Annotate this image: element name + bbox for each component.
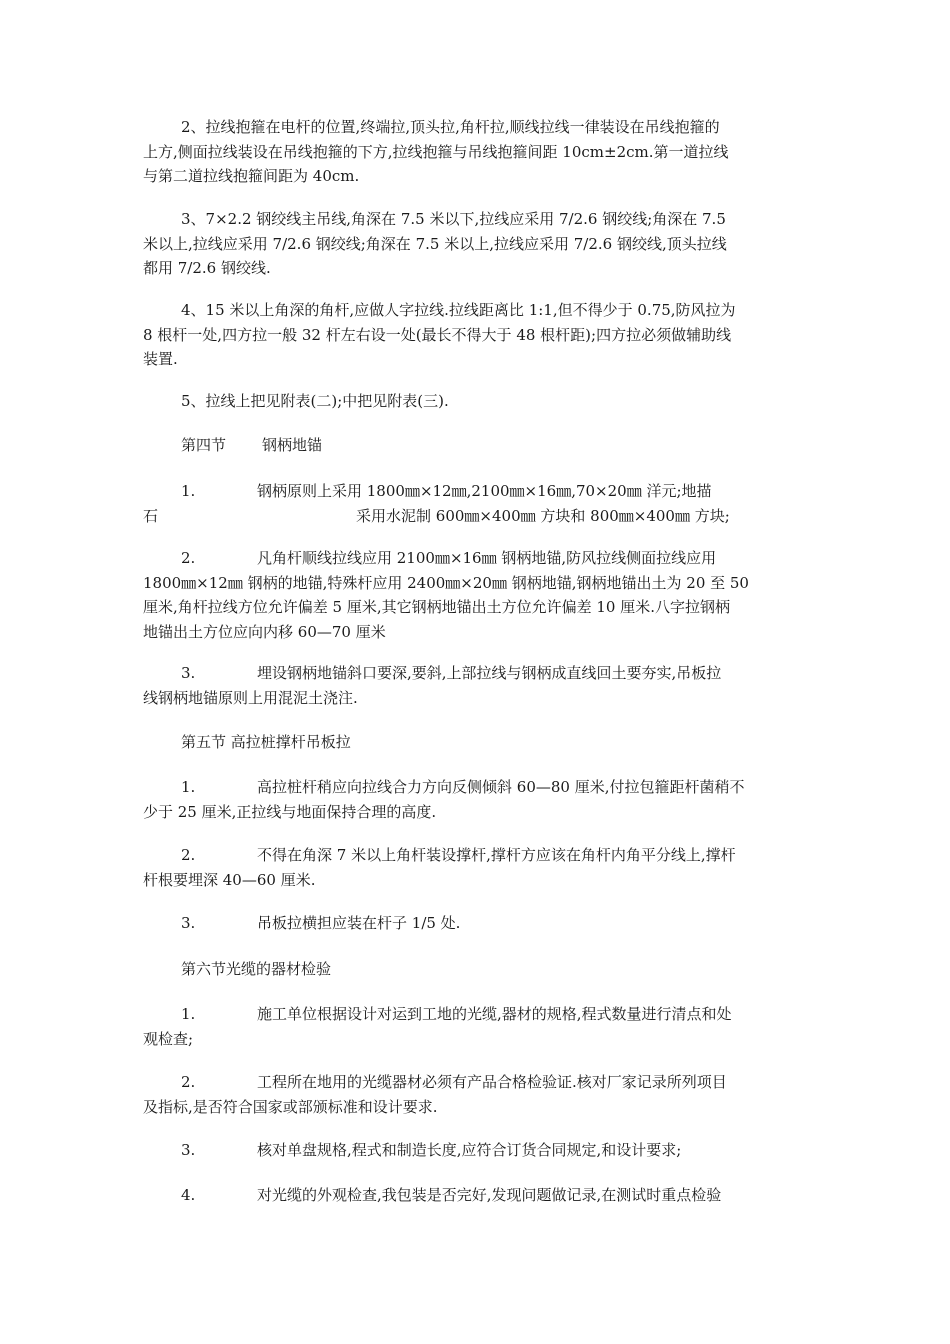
section-5-item-3	[143, 911, 808, 936]
paragraph-4	[143, 298, 808, 372]
text-line: 与第二道拉线抱箍间距为 40cm.	[143, 167, 360, 185]
text-line: 8 根杆一处,四方拉一般 32 杆左右设一处(最长不得大于 48 根杆距);四方拉必须做辅助线	[143, 325, 732, 344]
section-4-item-3	[143, 661, 808, 710]
item-number: 2.	[181, 846, 196, 864]
text-line: 1800㎜×12㎜ 钢柄的地锚,特殊杆应用 2400㎜×20㎜ 钢柄地锚,钢柄地锚出土为 20 至 50	[143, 573, 749, 592]
text-line: 工程所在地用的光缆器材必须有产品合格检验证.核对厂家记录所列项目	[257, 1073, 727, 1091]
text-line: 采用水泥制 600㎜×400㎜ 方块和 800㎜×400㎜ 方块;	[356, 506, 730, 525]
text-line: 施工单位根据设计对运到工地的光缆,器材的规格,程式数量进行清点和处	[257, 1005, 732, 1023]
item-number: 1.	[181, 482, 196, 500]
section-6-item-4	[143, 1183, 808, 1208]
section-5-heading	[143, 730, 808, 755]
item-number: 4.	[181, 1186, 196, 1204]
section-4-heading	[143, 433, 808, 458]
text-line: 3、7×2.2 钢绞线主吊线,角深在 7.5 米以下,拉线应采用 7/2.6 钢绞线;角深在 7.5	[181, 210, 726, 228]
paragraph-3	[143, 207, 808, 281]
text-line: 高拉桩杆稍应向拉线合力方向反侧倾斜 60—80 厘米,付拉包箍距杆菌稍不	[257, 778, 745, 796]
section-title: 第六节光缆的器材检验	[181, 960, 332, 978]
item-number: 1.	[181, 778, 196, 796]
section-4-item-2	[143, 546, 808, 644]
text-line: 对光缆的外观检查,我包装是否完好,发现问题做记录,在测试时重点检验	[257, 1186, 722, 1204]
section-6-item-1	[143, 1002, 808, 1051]
section-title: 第五节 高拉桩撑杆吊板拉	[181, 733, 351, 751]
text-line: 少于 25 厘米,正拉线与地面保持合理的高度.	[143, 802, 437, 821]
text-line: 都用 7/2.6 钢绞线.	[143, 259, 271, 277]
item-number: 1.	[181, 1005, 196, 1023]
text-line: 杆根要埋深 40—60 厘米.	[143, 870, 316, 889]
text-line: 核对单盘规格,程式和制造长度,应符合订货合同规定,和设计要求;	[257, 1141, 682, 1159]
paragraph-5	[143, 389, 808, 414]
section-5-item-2	[143, 843, 808, 892]
section-5-item-1	[143, 775, 808, 824]
text-line: 凡角杆顺线拉线应用 2100㎜×16㎜ 钢柄地锚,防风拉线侧面拉线应用	[257, 549, 717, 567]
section-title: 钢柄地锚	[262, 436, 323, 454]
text-line: 及指标,是否符合国家或部颁标准和设计要求.	[143, 1097, 438, 1116]
item-number: 2.	[181, 1073, 196, 1091]
text-line: 钢柄原则上采用 1800㎜×12㎜,2100㎜×16㎜,70×20㎜ 洋元;地描	[257, 482, 712, 500]
text-line: 厘米,角杆拉线方位允许偏差 5 厘米,其它钢柄地锚出土方位允许偏差 10 厘米.八字拉钢柄	[143, 598, 731, 616]
text-line: 吊板拉横担应装在杆子 1/5 处.	[257, 914, 461, 932]
item-number: 3.	[181, 914, 196, 932]
section-4-item-1	[143, 479, 808, 528]
text-line-lead: 石	[143, 506, 159, 525]
paragraph-2	[143, 115, 808, 189]
text-line: 2、拉线抱箍在电杆的位置,终端拉,顶头拉,角杆拉,顺线拉线一律装设在吊线抱箍的	[181, 118, 720, 136]
text-line: 装置.	[143, 350, 178, 368]
section-6-item-2	[143, 1070, 808, 1119]
text-line: 观检查;	[143, 1029, 194, 1048]
section-6-heading	[143, 957, 808, 982]
text-line: 4、15 米以上角深的角杆,应做人字拉线.拉线距离比 1:1,但不得少于 0.75,防风拉为	[181, 301, 736, 319]
item-number: 3.	[181, 1141, 196, 1159]
section-label: 第四节	[181, 436, 227, 454]
item-number: 2.	[181, 549, 196, 567]
text-line: 5、拉线上把见附表(二);中把见附表(三).	[181, 392, 449, 410]
text-line: 埋设钢柄地锚斜口要深,要斜,上部拉线与钢柄成直线回土要夯实,吊板拉	[257, 664, 722, 682]
section-6-item-3	[143, 1138, 808, 1163]
text-line: 米以上,拉线应采用 7/2.6 钢绞线;角深在 7.5 米以上,拉线应采用 7/2.6 钢绞线,顶头拉线	[143, 234, 727, 253]
text-line: 不得在角深 7 米以上角杆装设撑杆,撑杆方应该在角杆内角平分线上,撑杆	[257, 846, 736, 864]
text-line: 上方,侧面拉线装设在吊线抱箍的下方,拉线抱箍与吊线抱箍间距 10cm±2cm.第一道拉线	[143, 142, 729, 161]
text-line: 地锚出土方位应向内移 60—70 厘米	[143, 622, 386, 641]
text-line: 线钢柄地锚原则上用混泥土浇注.	[143, 688, 358, 707]
item-number: 3.	[181, 664, 196, 682]
